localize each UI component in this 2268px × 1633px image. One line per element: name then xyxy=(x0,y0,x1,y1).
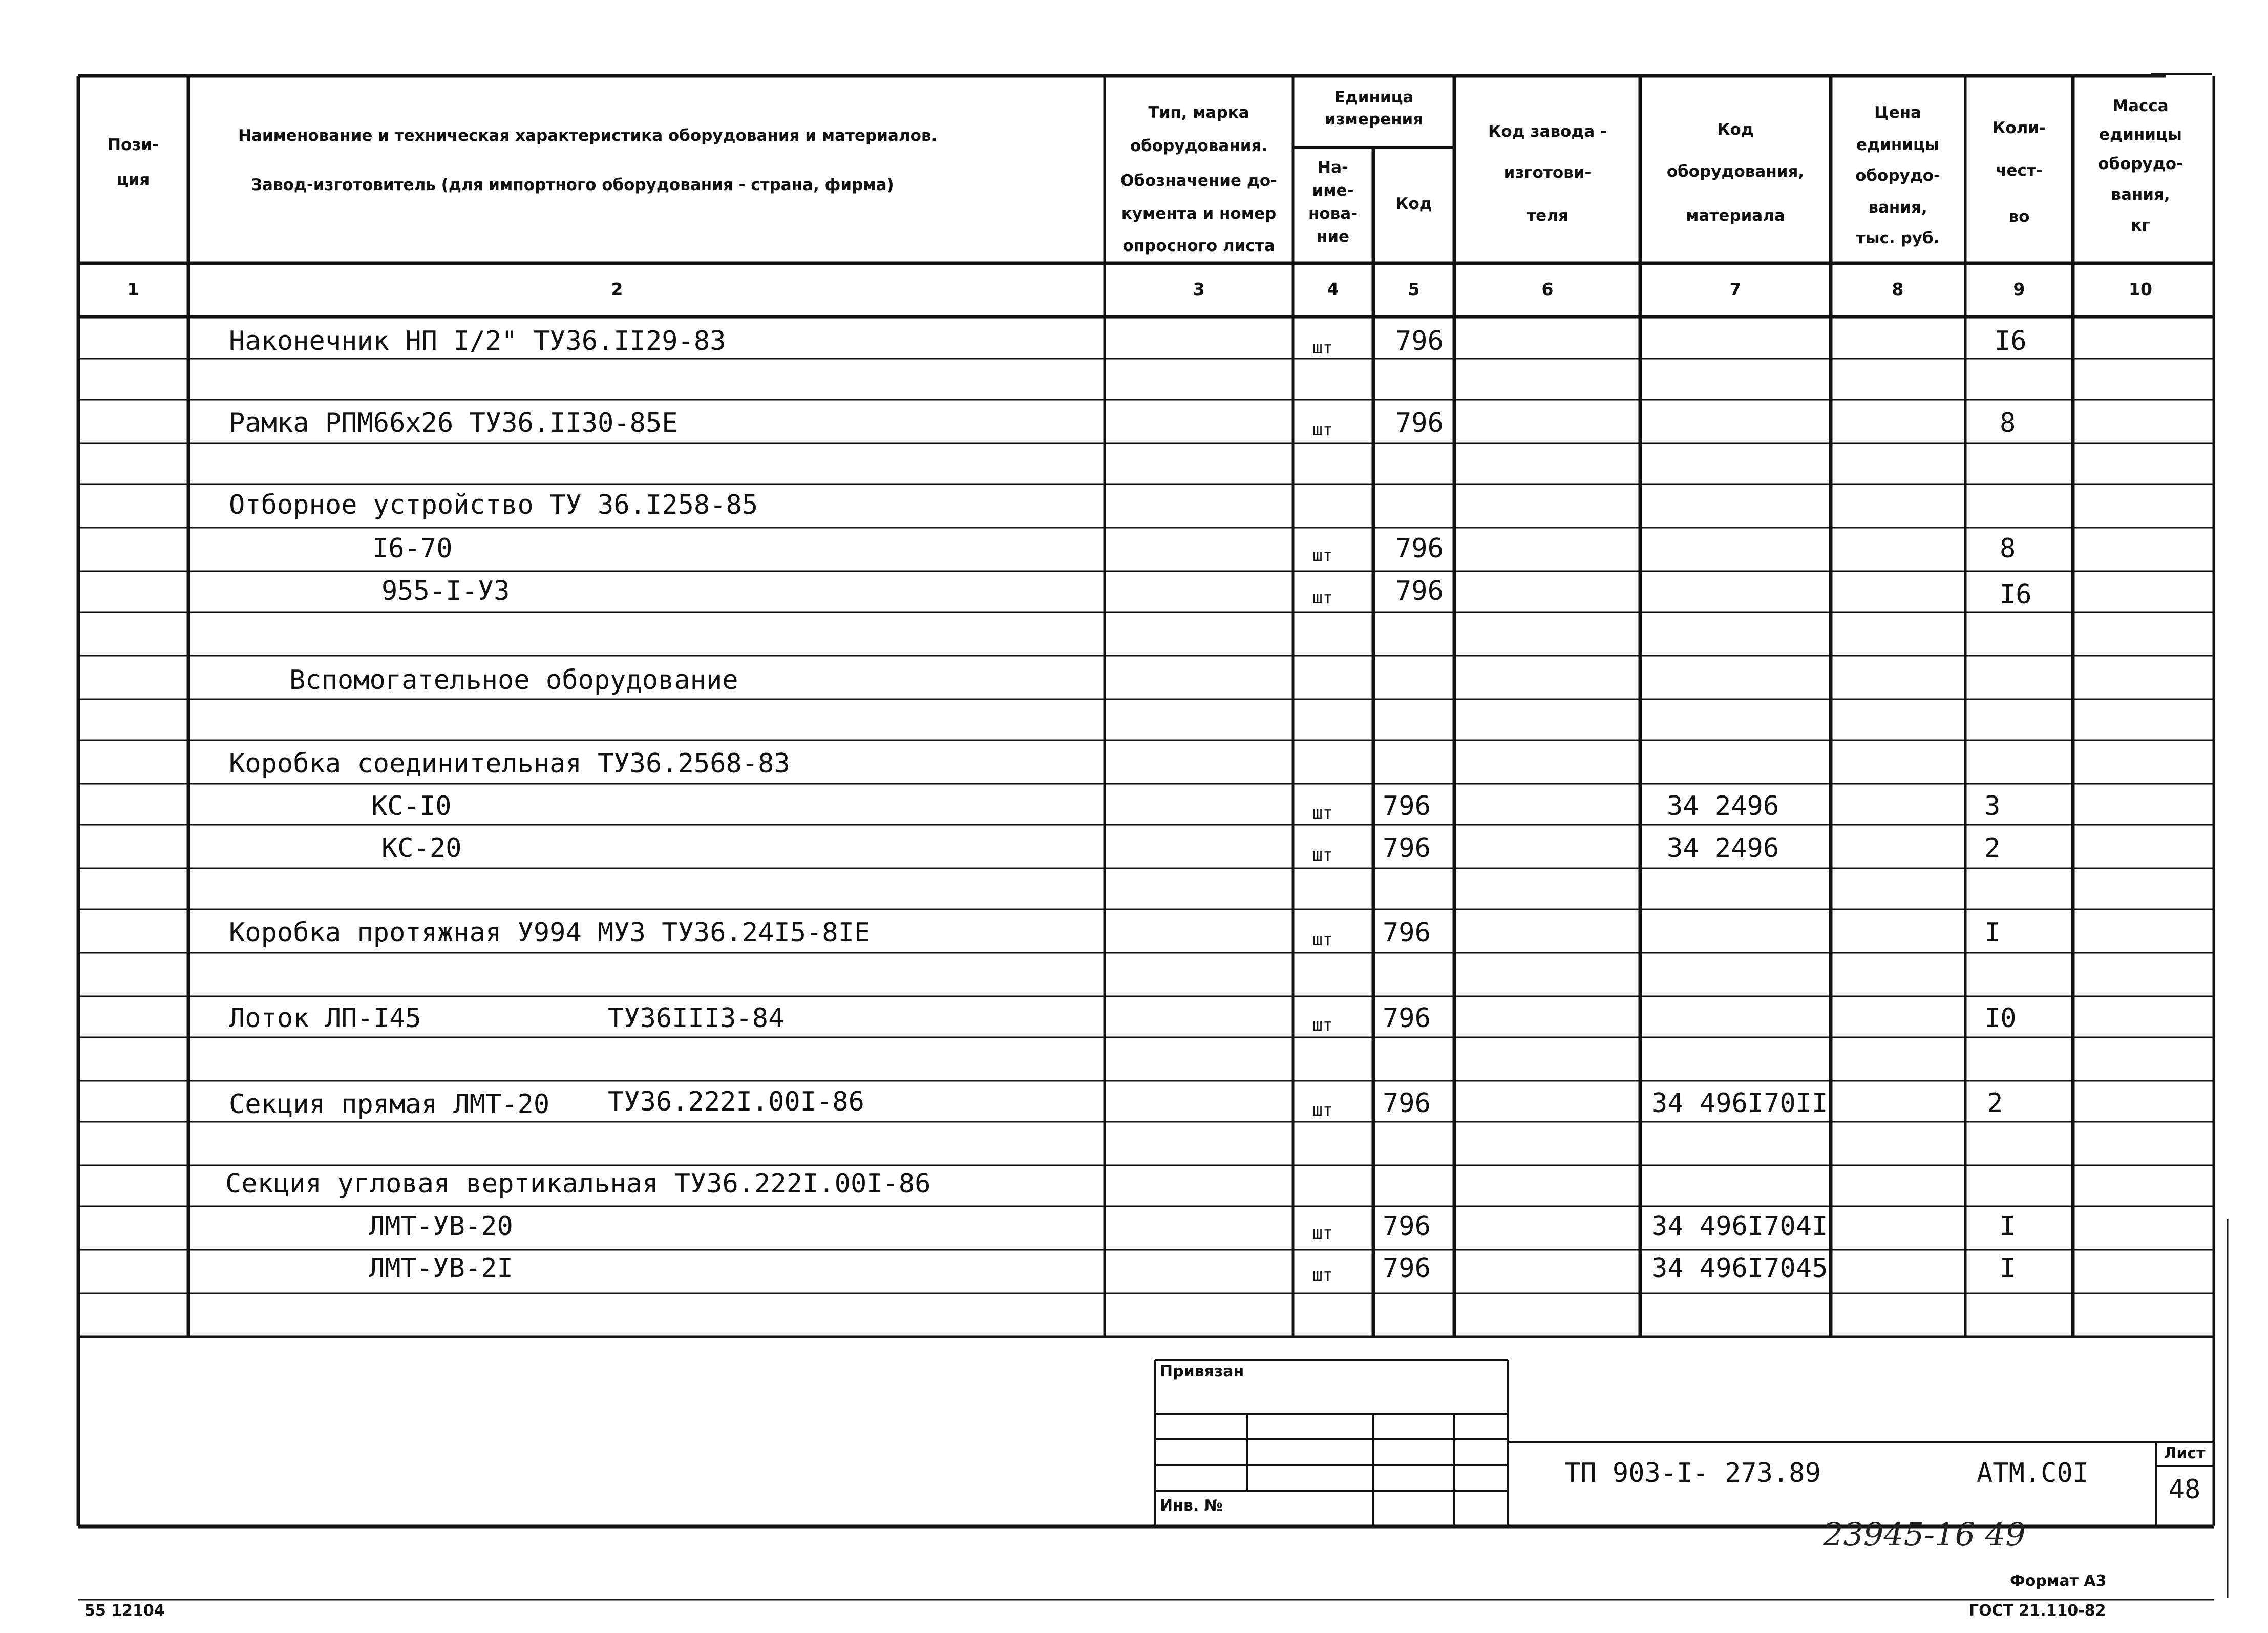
header-col3-line1: Тип, марка xyxy=(1148,103,1249,122)
header-col8-line1: Цена xyxy=(1874,103,1922,122)
row-equipment-code: 34 496I7045 xyxy=(1651,1253,1828,1284)
header-col3-line4: кумента и номер xyxy=(1121,204,1277,223)
header-col6-line3: теля xyxy=(1527,206,1568,225)
header-col9-line3: во xyxy=(2008,207,2030,226)
sheet-number: 48 xyxy=(2168,1474,2201,1505)
column-number: 10 xyxy=(2129,279,2152,299)
row-name: Отборное устройство ТУ 36.I258-85 xyxy=(229,490,758,520)
row-name: ЛМТ-УВ-2I xyxy=(369,1253,513,1284)
row-code: 796 xyxy=(1395,326,1444,357)
row-unit: шт xyxy=(1312,588,1333,608)
row-name: Секция угловая вертикальная ТУ36.222I.00I-86 xyxy=(225,1168,931,1199)
header-unit-line1: Единица xyxy=(1334,88,1414,107)
row-unit: шт xyxy=(1312,1265,1333,1285)
row-code: 796 xyxy=(1383,1003,1431,1034)
header-col6-line1: Код завода - xyxy=(1488,122,1607,141)
row-name-spec: ТУ36.222I.00I-86 xyxy=(608,1086,864,1117)
header-col1-line2: ция xyxy=(116,171,150,189)
stamp-bound-label: Привязан xyxy=(1160,1363,1244,1380)
row-name: I6-70 xyxy=(372,533,453,564)
header-col3-line2: оборудования. xyxy=(1130,137,1268,155)
header-col7-line3: материала xyxy=(1686,206,1785,225)
header-col8-line3: оборудо- xyxy=(1855,166,1940,185)
header-col8-line4: вания, xyxy=(1868,198,1927,217)
column-number: 7 xyxy=(1729,279,1742,299)
row-name: Секция прямая ЛМТ-20 xyxy=(229,1089,550,1120)
row-qty: I6 xyxy=(1995,326,2027,357)
gost-label: ГОСТ 21.110-82 xyxy=(1969,1602,2106,1620)
header-col9-line1: Коли- xyxy=(1993,119,2046,137)
column-number: 2 xyxy=(611,279,623,299)
header-col6-line2: изготови- xyxy=(1503,163,1592,182)
row-qty: 3 xyxy=(1984,791,2001,822)
row-equipment-code: 34 2496 xyxy=(1667,791,1779,822)
form-number: 55 12104 xyxy=(84,1602,165,1620)
row-name: Рамка РПМ66х26 ТУ36.II30-85Е xyxy=(229,408,678,438)
column-number: 9 xyxy=(2013,279,2025,299)
header-col1-line1: Пози- xyxy=(108,136,159,154)
row-unit: шт xyxy=(1312,803,1333,823)
row-unit: шт xyxy=(1312,545,1333,565)
sheet-label: Лист xyxy=(2164,1444,2206,1462)
header-col7-line2: оборудования, xyxy=(1666,162,1805,181)
row-name: КС-I0 xyxy=(371,791,452,822)
header-col8-line5: тыс. руб. xyxy=(1856,229,1940,247)
header-col8-line2: единицы xyxy=(1856,136,1939,154)
header-col10-line2: единицы xyxy=(2099,125,2182,144)
row-qty: I0 xyxy=(1984,1003,2017,1034)
row-unit: шт xyxy=(1312,338,1333,358)
header-col10-line5: кг xyxy=(2131,216,2150,235)
header-col4-line4: ние xyxy=(1316,227,1350,246)
row-code: 796 xyxy=(1383,833,1431,864)
header-col3-line5: опросного листа xyxy=(1122,237,1275,255)
header-col4-line1: На- xyxy=(1318,158,1348,177)
header-col2-line2: Завод-изготовитель (для импортного оборудования - страна, фирма) xyxy=(251,176,894,194)
header-col4-line3: нова- xyxy=(1308,204,1358,223)
stamp-inventory-label: Инв. № xyxy=(1160,1497,1223,1515)
row-equipment-code: 34 2496 xyxy=(1667,833,1779,864)
row-unit: шт xyxy=(1312,1015,1333,1035)
column-number: 1 xyxy=(127,279,139,299)
row-equipment-code: 34 496I70II xyxy=(1651,1088,1828,1119)
row-name: Наконечник НП I/2" ТУ36.II29-83 xyxy=(229,326,726,357)
row-qty: 2 xyxy=(1987,1088,2003,1119)
header-col4-line2: име- xyxy=(1312,181,1354,200)
header-col10-line4: вания, xyxy=(2111,185,2170,204)
row-name: Коробка протяжная У994 МУЗ ТУ36.24I5-8IЕ xyxy=(229,917,871,948)
header-col3-line3: Обозначение до- xyxy=(1120,172,1278,190)
header-col10-line3: оборудо- xyxy=(2098,155,2183,173)
row-code: 796 xyxy=(1383,791,1431,822)
row-name: Коробка соединительная ТУ36.2568-83 xyxy=(229,748,790,779)
format-label: Формат А3 xyxy=(2010,1572,2107,1590)
row-qty: I xyxy=(2000,1211,2016,1242)
document-code: АТМ.С0I xyxy=(1977,1458,2089,1489)
row-unit: шт xyxy=(1312,1100,1333,1120)
row-unit: шт xyxy=(1312,1223,1333,1243)
header-col9-line2: чест- xyxy=(1996,161,2043,180)
row-unit: шт xyxy=(1312,845,1333,865)
document-designation: ТП 903-I- 273.89 xyxy=(1564,1458,1821,1489)
row-name: Вспомогательное оборудование xyxy=(289,665,738,696)
header-col2-line1: Наименование и техническая характеристика оборудования и материалов. xyxy=(238,127,938,145)
row-code: 796 xyxy=(1383,1088,1431,1119)
column-number: 5 xyxy=(1408,279,1420,299)
header-col5: Код xyxy=(1395,195,1432,213)
row-code: 796 xyxy=(1383,1253,1431,1284)
column-number: 3 xyxy=(1193,279,1205,299)
row-name-spec: ТУ36III3-84 xyxy=(608,1003,785,1034)
column-number: 4 xyxy=(1327,279,1339,299)
row-unit: шт xyxy=(1312,929,1333,949)
row-name: КС-20 xyxy=(381,833,462,864)
header-col7-line1: Код xyxy=(1717,120,1754,139)
row-name: Лоток ЛП-I45 xyxy=(229,1003,421,1034)
row-unit: шт xyxy=(1312,420,1333,439)
handwritten-archive-number: 23945-16 49 xyxy=(1823,1516,2026,1553)
row-name: 955-I-УЗ xyxy=(381,576,510,606)
row-qty: I6 xyxy=(2000,579,2032,610)
row-code: 796 xyxy=(1383,1211,1431,1242)
row-code: 796 xyxy=(1395,533,1444,564)
row-code: 796 xyxy=(1395,576,1444,606)
row-qty: I xyxy=(1984,917,2001,948)
header-unit-line2: измерения xyxy=(1324,110,1424,129)
row-code: 796 xyxy=(1383,917,1431,948)
column-number: 8 xyxy=(1892,279,1904,299)
header-col10-line1: Масса xyxy=(2112,97,2169,115)
column-number: 6 xyxy=(1541,279,1554,299)
row-qty: 8 xyxy=(2000,533,2016,564)
row-qty: I xyxy=(2000,1253,2016,1284)
row-code: 796 xyxy=(1395,408,1444,438)
row-name: ЛМТ-УВ-20 xyxy=(369,1211,513,1242)
row-qty: 8 xyxy=(2000,408,2016,438)
row-qty: 2 xyxy=(1984,833,2001,864)
row-equipment-code: 34 496I704I xyxy=(1651,1211,1828,1242)
